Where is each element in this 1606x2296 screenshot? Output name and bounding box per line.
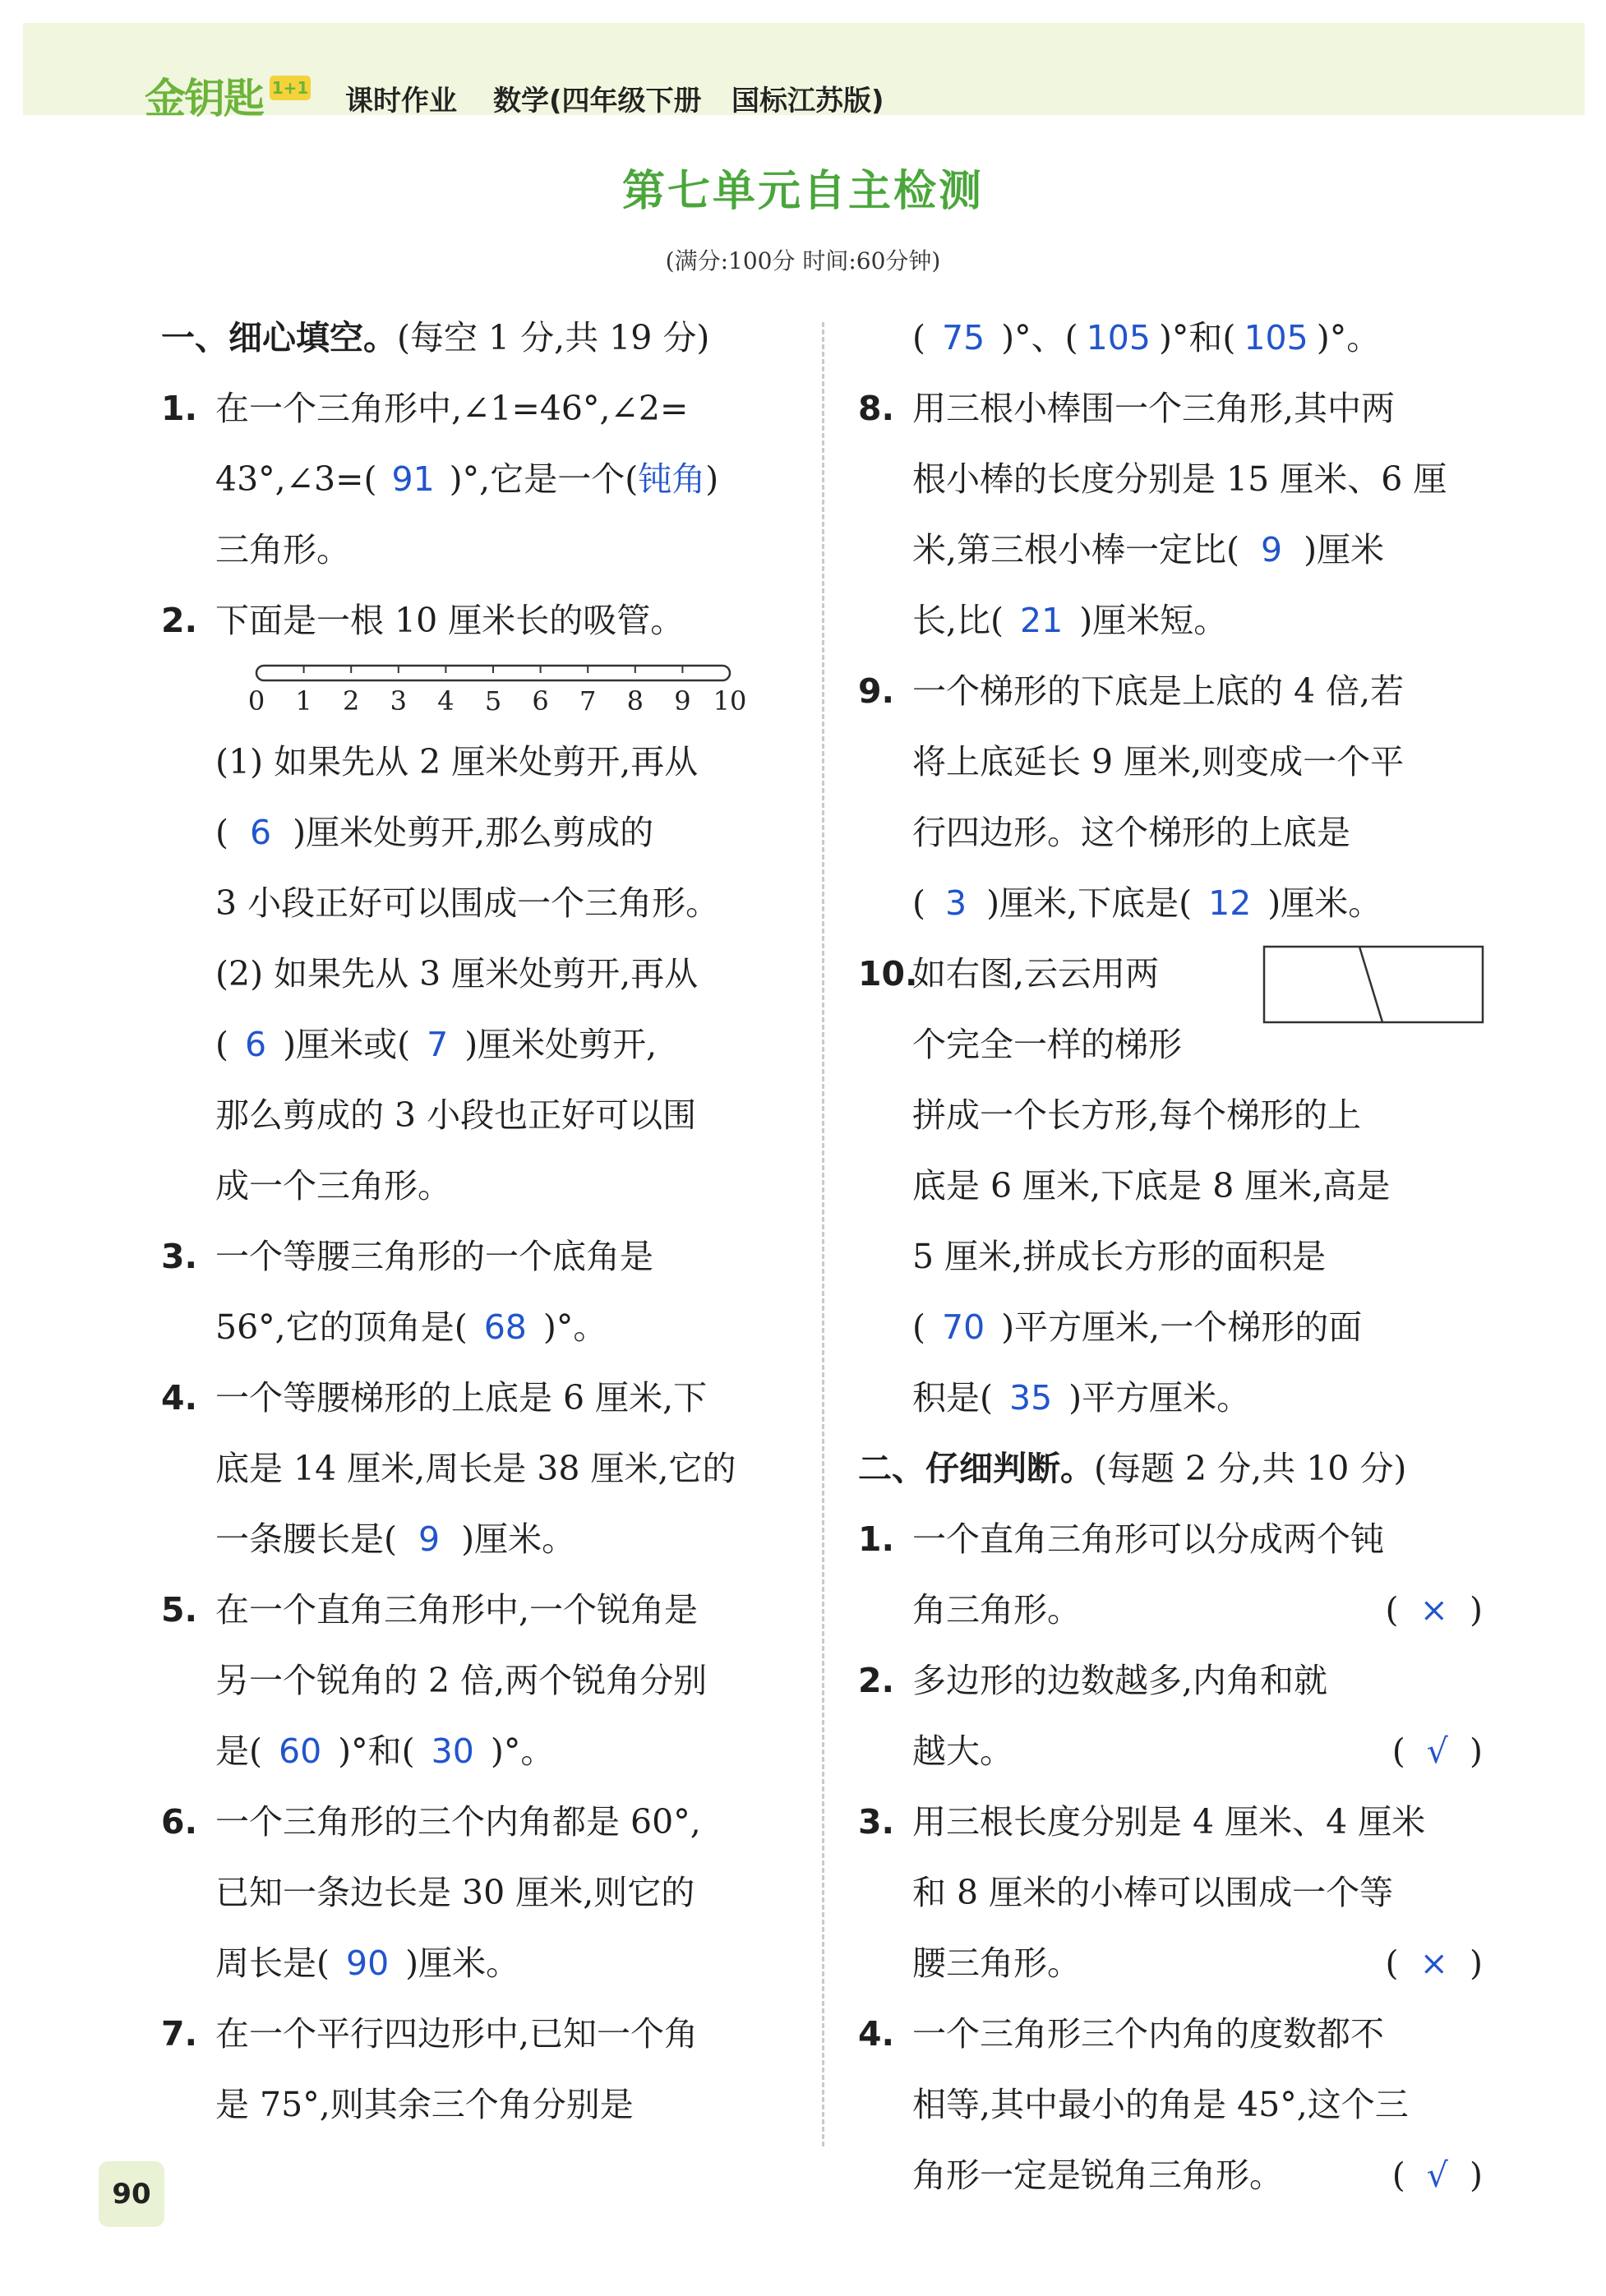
q1-line1: 在一个三角形中,∠1=46°,∠2= bbox=[215, 389, 689, 428]
q2p2-text-c: )厘米处剪开, bbox=[464, 1025, 658, 1064]
q9-line2: 将上底延长 9 厘米,则变成一个平 bbox=[912, 742, 1405, 781]
ruler-label: 1 bbox=[295, 685, 312, 717]
q10-line6 bbox=[858, 1292, 1483, 1362]
q4-line2: 底是 14 厘米,周长是 38 厘米,它的 bbox=[215, 1449, 736, 1488]
exam-meta: (满分:100分 时间:60分钟) bbox=[665, 247, 941, 274]
ruler-label: 2 bbox=[343, 685, 360, 717]
j3-text: 腰三角形。 bbox=[912, 1943, 1081, 1983]
j1-number: 1. bbox=[858, 1519, 895, 1559]
q2-number: 2. bbox=[161, 601, 198, 640]
ruler-label: 8 bbox=[626, 685, 644, 717]
q7c-text-d: )°。 bbox=[1316, 318, 1381, 357]
q1-line3: 三角形。 bbox=[215, 530, 350, 569]
q3-line2 bbox=[161, 1292, 786, 1362]
j4-number: 4. bbox=[858, 2014, 895, 2054]
q7-answer-2: 105 bbox=[1086, 318, 1151, 357]
q5-number: 5. bbox=[161, 1590, 198, 1630]
ruler-label: 10 bbox=[713, 685, 747, 717]
q5-text-c: )°。 bbox=[490, 1731, 555, 1771]
ruler-label: 6 bbox=[532, 685, 549, 717]
q10-text-c: 积是( bbox=[912, 1378, 993, 1418]
q10-text-b: )平方厘米,一个梯形的面 bbox=[1001, 1307, 1363, 1347]
q4-number: 4. bbox=[161, 1378, 198, 1418]
q5-line3 bbox=[161, 1716, 786, 1787]
j1-answer: × bbox=[1419, 1590, 1448, 1630]
q2-part1-line2 bbox=[161, 797, 786, 868]
q5-answer-1: 60 bbox=[279, 1731, 322, 1771]
q7-answer-3: 105 bbox=[1244, 318, 1308, 357]
q10-text-d: )平方厘米。 bbox=[1068, 1378, 1251, 1418]
q9-line4 bbox=[858, 868, 1483, 938]
judge-3 bbox=[858, 1787, 1483, 1857]
q2-part1-line1: (1) 如果先从 2 厘米处剪开,再从 bbox=[215, 742, 699, 781]
question-10 bbox=[858, 938, 1483, 1009]
q6-number: 6. bbox=[161, 1802, 198, 1842]
q9-line3: 行四边形。这个梯形的上底是 bbox=[912, 813, 1350, 852]
j3-line3 bbox=[858, 1928, 1483, 1999]
q1-line2 bbox=[161, 444, 786, 514]
q8-line2: 根小棒的长度分别是 15 厘米、6 厘 bbox=[912, 459, 1447, 499]
q9-text-b: )厘米,下底是( bbox=[986, 883, 1193, 923]
j2-number: 2. bbox=[858, 1661, 895, 1700]
q2-part1-line3: 3 小段正好可以围成一个三角形。 bbox=[215, 883, 720, 923]
question-4 bbox=[161, 1362, 786, 1433]
q10-number: 10. bbox=[858, 954, 918, 994]
q10-line2: 个完全一样的梯形 bbox=[912, 1025, 1182, 1064]
q8-number: 8. bbox=[858, 389, 895, 428]
section2-heading: 二、仔细判断。 bbox=[858, 1449, 1094, 1488]
right-column bbox=[858, 302, 1483, 2211]
left-column bbox=[161, 302, 786, 2140]
ruler-label: 4 bbox=[437, 685, 455, 717]
j4-line1: 一个三角形三个内角的度数都不 bbox=[912, 2014, 1384, 2054]
q6-line2: 已知一条边长是 30 厘米,则它的 bbox=[215, 1873, 695, 1912]
straw-ruler-figure bbox=[161, 656, 786, 726]
unit-title: 第七单元自主检测 bbox=[621, 167, 984, 216]
q5-text-a: 是( bbox=[215, 1731, 262, 1771]
ruler-label: 9 bbox=[674, 685, 691, 717]
j1-text: 角三角形。 bbox=[912, 1590, 1081, 1630]
q10-line4: 底是 6 厘米,下底是 8 厘米,高是 bbox=[912, 1166, 1391, 1206]
q10-line3: 拼成一个长方形,每个梯形的上 bbox=[912, 1095, 1362, 1135]
q7c-text-c: )°和( bbox=[1158, 318, 1236, 357]
q7-line1: 在一个平行四边形中,已知一个角 bbox=[215, 2014, 699, 2054]
q8-text-c: 长,比( bbox=[912, 601, 1004, 640]
q7-continued bbox=[858, 302, 1483, 373]
ruler-label: 3 bbox=[390, 685, 407, 717]
section1-title bbox=[161, 302, 786, 373]
q1-text-b: )°,它是一个( bbox=[449, 459, 639, 499]
q1-answer-1: 91 bbox=[391, 459, 435, 499]
judge-1 bbox=[858, 1504, 1483, 1574]
question-7 bbox=[161, 1999, 786, 2069]
j3-answer: × bbox=[1419, 1943, 1448, 1983]
q5-line2: 另一个锐角的 2 倍,两个锐角分别 bbox=[215, 1661, 708, 1700]
question-1 bbox=[161, 373, 786, 444]
column-divider bbox=[822, 322, 824, 2146]
q2p2-answer-2: 7 bbox=[427, 1025, 449, 1064]
question-6 bbox=[161, 1787, 786, 1857]
header-subtitle: 课时作业 bbox=[345, 85, 457, 118]
q10-answer-2: 35 bbox=[1009, 1378, 1053, 1418]
q5-line1: 在一个直角三角形中,一个锐角是 bbox=[215, 1590, 699, 1630]
section1-heading: 一、细心填空。 bbox=[161, 318, 397, 357]
j4-line2: 相等,其中最小的角是 45°,这个三 bbox=[912, 2085, 1409, 2124]
j3-number: 3. bbox=[858, 1802, 895, 1842]
q3-text-a: 56°,它的顶角是( bbox=[215, 1307, 468, 1347]
q8-answer-2: 21 bbox=[1020, 601, 1064, 640]
j2-line1: 多边形的边数越多,内角和就 bbox=[912, 1661, 1328, 1700]
j3-line2: 和 8 厘米的小棒可以围成一个等 bbox=[912, 1873, 1394, 1912]
ruler-label: 5 bbox=[484, 685, 502, 717]
q4-answer: 9 bbox=[418, 1519, 441, 1559]
q10-line5: 5 厘米,拼成长方形的面积是 bbox=[912, 1237, 1327, 1276]
q9-answer-2: 12 bbox=[1208, 883, 1252, 923]
judge-2 bbox=[858, 1645, 1483, 1716]
q5-text-b: )°和( bbox=[338, 1731, 415, 1771]
q10-line1: 如右图,云云用两 bbox=[912, 954, 1160, 994]
q8-text-a: 米,第三根小棒一定比( bbox=[912, 530, 1240, 569]
q1-answer-2: 钝角 bbox=[638, 459, 706, 499]
q9-text-c: )厘米。 bbox=[1267, 883, 1382, 923]
q9-number: 9. bbox=[858, 671, 895, 711]
page-number: 90 bbox=[99, 2161, 164, 2227]
j4-mark: ( √ ) bbox=[1391, 2155, 1483, 2195]
header-edition: 国标江苏版) bbox=[731, 85, 884, 118]
j3-mark: ( × ) bbox=[1385, 1943, 1483, 1983]
q2-part2-line3: 那么剪成的 3 小段也正好可以围 bbox=[215, 1095, 697, 1135]
q6-text-a: 周长是( bbox=[215, 1943, 330, 1983]
q2-part2-line1: (2) 如果先从 3 厘米处剪开,再从 bbox=[215, 954, 699, 994]
header-subject: 数学(四年级下册 bbox=[493, 85, 702, 118]
j4-line3 bbox=[858, 2140, 1483, 2211]
q8-line4 bbox=[858, 585, 1483, 656]
trapezoid-rectangle-figure bbox=[1262, 945, 1486, 1027]
brand-badge: 1+1 bbox=[270, 76, 311, 100]
j1-mark: ( × ) bbox=[1385, 1590, 1483, 1630]
q2p2-answer-1: 6 bbox=[245, 1025, 267, 1064]
q2p2-text-a: ( bbox=[215, 1025, 228, 1064]
q2-line1: 下面是一根 10 厘米长的吸管。 bbox=[215, 601, 685, 640]
ruler-label: 7 bbox=[579, 685, 597, 717]
q9-line1: 一个梯形的下底是上底的 4 倍,若 bbox=[912, 671, 1405, 711]
question-5 bbox=[161, 1574, 786, 1645]
brand-logo: 金钥匙 bbox=[145, 75, 263, 122]
j1-line1: 一个直角三角形可以分成两个钝 bbox=[912, 1519, 1384, 1559]
q8-text-d: )厘米短。 bbox=[1079, 601, 1228, 640]
j2-mark: ( √ ) bbox=[1391, 1731, 1483, 1771]
q8-line1: 用三根小棒围一个三角形,其中两 bbox=[912, 389, 1396, 428]
j2-text: 越大。 bbox=[912, 1731, 1013, 1771]
question-8 bbox=[858, 373, 1483, 444]
q6-text-b: )厘米。 bbox=[405, 1943, 520, 1983]
q8-text-b: )厘米 bbox=[1304, 530, 1385, 569]
q10-line7 bbox=[858, 1362, 1483, 1433]
q2p1-text-b: )厘米处剪开,那么剪成的 bbox=[293, 813, 654, 852]
q7-line2: 是 75°,则其余三个角分别是 bbox=[215, 2085, 634, 2124]
q9-answer-1: 3 bbox=[945, 883, 967, 923]
q10-text-a: ( bbox=[912, 1307, 925, 1347]
q7c-text-a: ( bbox=[912, 318, 925, 357]
q6-line3 bbox=[161, 1928, 786, 1999]
j2-line2 bbox=[858, 1716, 1483, 1787]
q3-text-b: )°。 bbox=[542, 1307, 607, 1347]
straw-ruler bbox=[161, 656, 747, 726]
q5-answer-2: 30 bbox=[431, 1731, 474, 1771]
q3-number: 3. bbox=[161, 1237, 198, 1276]
q9-text-a: ( bbox=[912, 883, 925, 923]
q4-line1: 一个等腰梯形的上底是 6 厘米,下 bbox=[215, 1378, 708, 1418]
j3-line1: 用三根长度分别是 4 厘米、4 厘米 bbox=[912, 1802, 1426, 1842]
q10-answer-1: 70 bbox=[942, 1307, 985, 1347]
q2p2-text-b: )厘米或( bbox=[283, 1025, 411, 1064]
q1-text-a: 43°,∠3=( bbox=[215, 459, 377, 499]
j1-line2 bbox=[858, 1574, 1483, 1645]
q7-number: 7. bbox=[161, 2014, 198, 2054]
q6-line1: 一个三角形的三个内角都是 60°, bbox=[215, 1802, 701, 1842]
q3-line1: 一个等腰三角形的一个底角是 bbox=[215, 1237, 653, 1276]
q3-answer: 68 bbox=[483, 1307, 527, 1347]
q8-line3 bbox=[858, 514, 1483, 585]
q1-text-c: ) bbox=[705, 459, 719, 499]
question-3 bbox=[161, 1221, 786, 1292]
q1-number: 1. bbox=[161, 389, 198, 428]
q2p1-answer: 6 bbox=[250, 813, 272, 852]
j2-answer: √ bbox=[1426, 1731, 1448, 1771]
question-9 bbox=[858, 656, 1483, 726]
q7c-text-b: )°、( bbox=[1001, 318, 1078, 357]
rectangle-outline bbox=[1264, 947, 1483, 1022]
q2p1-text-a: ( bbox=[215, 813, 228, 852]
ruler-label: 0 bbox=[247, 685, 265, 717]
q4-text-a: 一条腰长是( bbox=[215, 1519, 397, 1559]
section2-title bbox=[858, 1433, 1483, 1504]
q7-answer-1: 75 bbox=[942, 318, 985, 357]
section2-note: (每题 2 分,共 10 分) bbox=[1094, 1449, 1407, 1488]
q8-answer-1: 9 bbox=[1261, 530, 1283, 569]
q2-part2-line2 bbox=[161, 1009, 786, 1080]
section1-note: (每空 1 分,共 19 分) bbox=[397, 318, 710, 357]
j4-text: 角形一定是锐角三角形。 bbox=[912, 2155, 1283, 2195]
judge-4 bbox=[858, 1999, 1483, 2069]
question-2 bbox=[161, 585, 786, 656]
q4-line3 bbox=[161, 1504, 786, 1574]
q2-part2-line4: 成一个三角形。 bbox=[215, 1166, 451, 1206]
j4-answer: √ bbox=[1426, 2155, 1448, 2195]
q4-text-b: )厘米。 bbox=[461, 1519, 576, 1559]
q6-answer: 90 bbox=[346, 1943, 390, 1983]
